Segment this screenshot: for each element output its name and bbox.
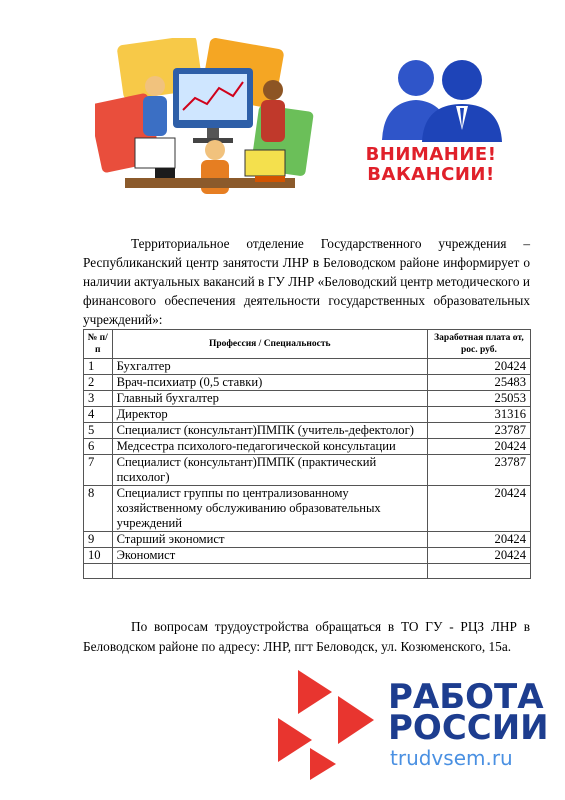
table-row: [84, 455, 531, 486]
logo-word-rabota: РАБОТА: [388, 677, 544, 717]
table-row: [84, 375, 531, 391]
contact-paragraph: По вопросам трудоустройства обращаться в ТО ГУ - РЦЗ ЛНР в Беловодском районе по адресу: ЛНР, пгт Беловодск, ул. Козюменского, 15а.: [83, 619, 530, 654]
table-row: [84, 439, 531, 455]
row-profession: Старший экономист: [112, 532, 427, 548]
table-row: [84, 407, 531, 423]
row-profession: Медсестра психолого-педагогической консультации: [112, 439, 427, 455]
office-workers-illustration: [95, 38, 315, 208]
row-num: 6: [84, 439, 113, 455]
header-num: № п/п: [84, 330, 113, 359]
table-header-row: [84, 330, 531, 359]
row-salary: 23787: [427, 423, 530, 439]
row-num: 3: [84, 391, 113, 407]
logo-word-rossii: РОССИИ: [388, 708, 549, 748]
row-profession: Специалист (консультант)ПМПК (практический психолог): [112, 455, 427, 486]
banner-title-line-2: ВАКАНСИИ!: [367, 164, 495, 185]
empty-cell: [427, 564, 530, 579]
logo-site-link[interactable]: trudvsem.ru: [390, 746, 513, 770]
row-profession: Врач-психиатр (0,5 ставки): [112, 375, 427, 391]
row-salary: 20424: [427, 439, 530, 455]
row-num: 8: [84, 486, 113, 532]
banner-title-line-1: ВНИМАНИЕ!: [365, 144, 497, 165]
row-salary: 20424: [427, 548, 530, 564]
row-salary: 25483: [427, 375, 530, 391]
table-row-empty: [84, 564, 531, 579]
vacancies-table: [83, 329, 531, 579]
row-salary: 23787: [427, 455, 530, 486]
rabota-rossii-logo-icon: [270, 670, 385, 780]
row-salary: 20424: [427, 486, 530, 532]
row-profession: Экономист: [112, 548, 427, 564]
row-salary: 20424: [427, 532, 530, 548]
row-num: 10: [84, 548, 113, 564]
header-profession: Профессия / Специальность: [112, 330, 427, 359]
row-num: 9: [84, 532, 113, 548]
row-num: 1: [84, 359, 113, 375]
header-salary: Заработная плата от, рос. руб.: [427, 330, 530, 359]
row-profession: Специалист (консультант)ПМПК (учитель-дефектолог): [112, 423, 427, 439]
table-row: [84, 532, 531, 548]
row-num: 5: [84, 423, 113, 439]
row-profession: Специалист группы по централизованному хозяйственному обслуживанию образовательных учреждений: [112, 486, 427, 532]
people-silhouette-icon: [364, 50, 514, 142]
row-num: 2: [84, 375, 113, 391]
table-row: [84, 359, 531, 375]
table-row: [84, 486, 531, 532]
row-salary: 31316: [427, 407, 530, 423]
row-num: 7: [84, 455, 113, 486]
intro-paragraph: Территориальное отделение Государственного учреждения – Республиканский центр занятости ЛНР в Беловодском районе информирует о наличии актуальных вакансий в ГУ ЛНР «Беловодский центр методического и финансового обеспечения деятельности государственных образовательных учреждений»:: [83, 236, 530, 327]
row-profession: Директор: [112, 407, 427, 423]
row-num: 4: [84, 407, 113, 423]
table-row: [84, 423, 531, 439]
attention-banner: [342, 50, 520, 185]
empty-cell: [112, 564, 427, 579]
row-profession: Главный бухгалтер: [112, 391, 427, 407]
table-row: [84, 391, 531, 407]
table-row: [84, 548, 531, 564]
row-salary: 25053: [427, 391, 530, 407]
row-profession: Бухгалтер: [112, 359, 427, 375]
empty-cell: [84, 564, 113, 579]
row-salary: 20424: [427, 359, 530, 375]
